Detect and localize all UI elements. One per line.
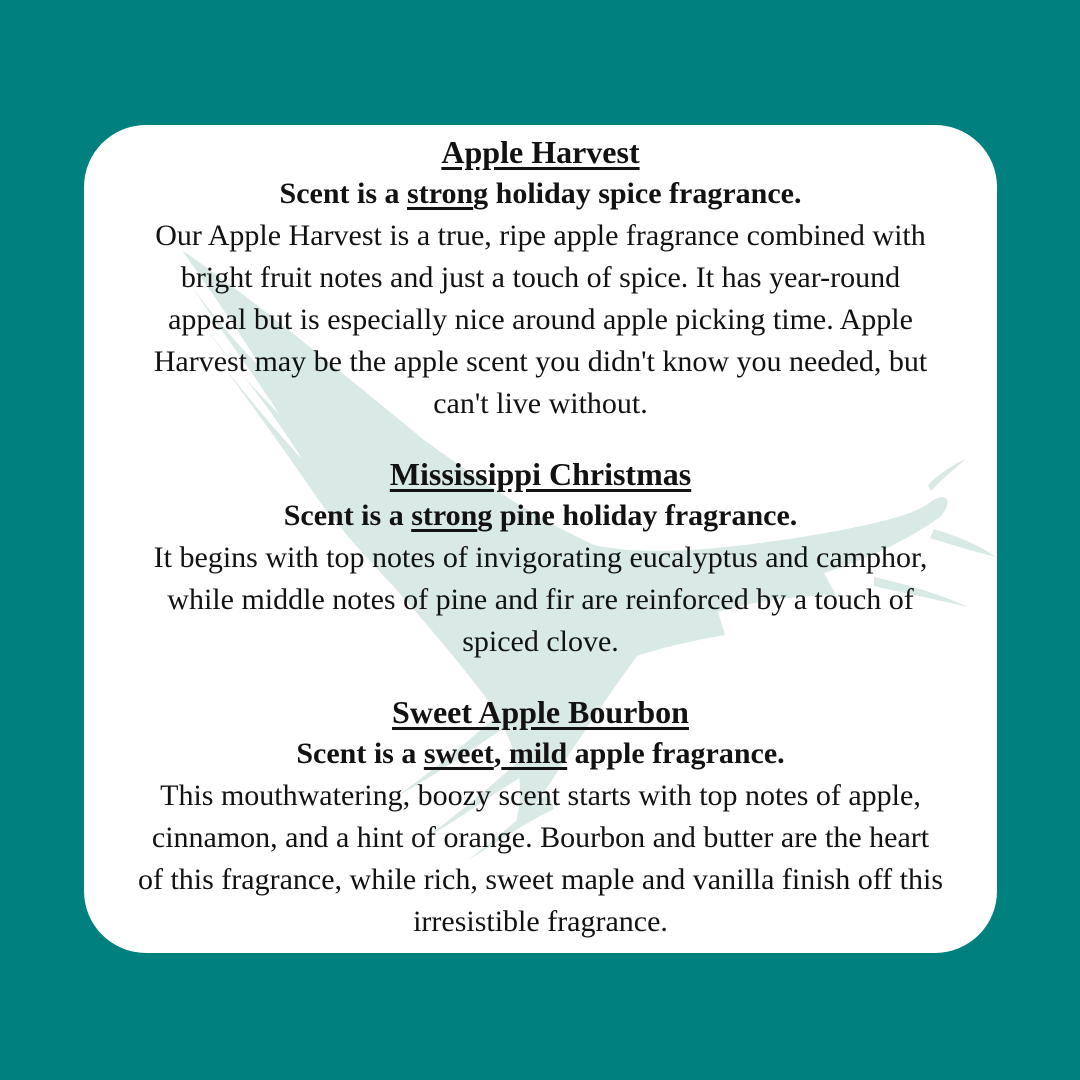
subtitle-text: Scent is a [296, 737, 424, 770]
scent-subtitle [98, 173, 983, 215]
scent-description-line: bright fruit notes and just a touch of spice. It has year-round [180, 261, 901, 294]
scent-description-line: Our Apple Harvest is a true, ripe apple fragrance combined with [155, 219, 926, 252]
scent-description-line: Harvest may be the apple scent you didn't know you needed, but [153, 345, 928, 378]
scent-description-line: can't live without. [433, 387, 648, 420]
scent-description-line: of this fragrance, while rich, sweet maple and vanilla finish off this [137, 863, 944, 896]
scent-title: Apple Harvest [441, 134, 640, 170]
scent-info-card [84, 125, 997, 953]
scent-subtitle [98, 733, 983, 775]
scent-section-mississippi-christmas [98, 453, 983, 663]
scent-description-line: It begins with top notes of invigorating eucalyptus and camphor, [153, 541, 928, 574]
subtitle-text: g pine holiday fragrance. [477, 499, 798, 532]
scent-descriptions [84, 125, 997, 943]
scent-description-line: spiced clove. [462, 625, 619, 658]
subtitle-text: g holiday spice fragrance. [473, 177, 802, 210]
subtitle-text: apple fragrance. [567, 737, 785, 770]
scent-section-apple-harvest [98, 131, 983, 425]
scent-description-line: cinnamon, and a hint of orange. Bourbon and butter are the heart [151, 821, 930, 854]
subtitle-underlined-text: sweet [423, 737, 494, 770]
scent-description-line: appeal but is especially nice around apple picking time. Apple [168, 303, 913, 336]
scent-title: Mississippi Christmas [389, 456, 692, 492]
scent-subtitle [98, 495, 983, 537]
subtitle-text: , [493, 737, 502, 770]
subtitle-text: Scent is a [279, 177, 408, 210]
scent-title: Sweet Apple Bourbon [392, 694, 689, 730]
subtitle-underlined-text: stron [411, 499, 478, 532]
subtitle-underlined-text: mild [501, 737, 568, 770]
scent-section-sweet-apple-bourbon [98, 691, 983, 943]
scent-description-line: irresistible fragrance. [413, 905, 668, 938]
subtitle-underlined-text: stron [407, 177, 474, 210]
subtitle-text: Scent is a [283, 499, 412, 532]
scent-description-line: This mouthwatering, boozy scent starts with top notes of apple, [160, 779, 921, 812]
scent-description-line: while middle notes of pine and fir are reinforced by a touch of [167, 583, 914, 616]
